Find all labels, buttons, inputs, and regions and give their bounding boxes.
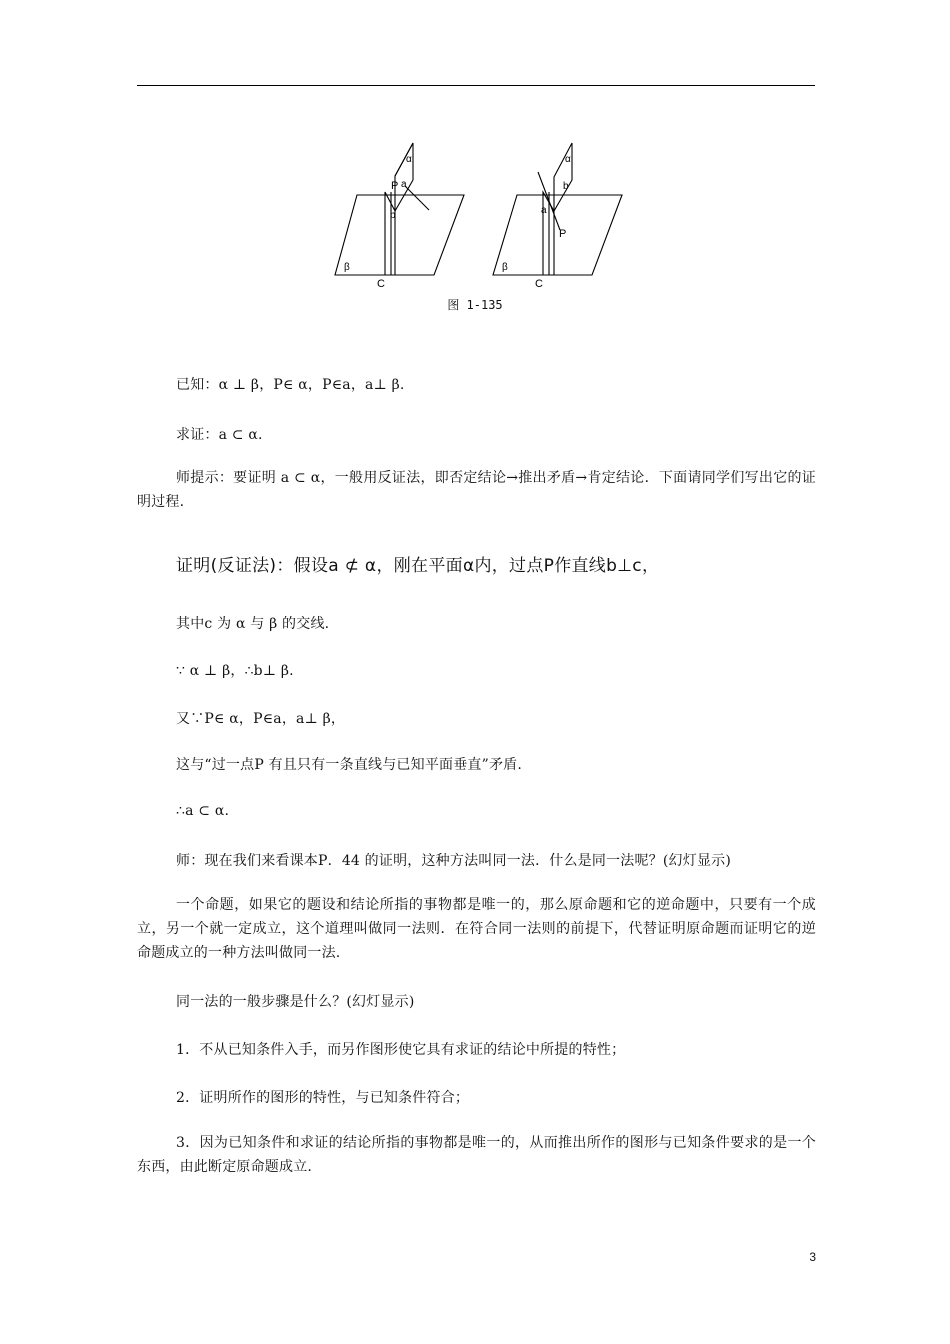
intersection-line: 其中c 为 α 与 β 的交线.: [176, 616, 330, 632]
figure-diagram: [320, 136, 640, 296]
label-C-left: C: [377, 278, 385, 290]
figure-caption: 图 1-135: [447, 298, 503, 312]
label-alpha-left: α: [406, 154, 412, 165]
step-1: 1．不从已知条件入手，而另作图形使它具有求证的结论中所提的特性；: [176, 1042, 626, 1058]
label-alpha-right: α: [565, 154, 571, 165]
label-b-left: b: [390, 210, 396, 221]
given-line: 已知：α ⊥ β，P∈ α，P∈a，a⊥ β.: [176, 377, 405, 393]
line-a-left: [405, 186, 429, 210]
label-P-left: P: [391, 180, 399, 192]
prove-line: 求证：a ⊂ α.: [176, 427, 263, 443]
label-beta-left: β: [344, 262, 350, 273]
hint-paragraph: 师提示：要证明 a ⊂ α，一般用反证法，即否定结论→推出矛盾→肯定结论．下面请同学们写出它的证明过程.: [137, 470, 816, 510]
teacher-line: 师：现在我们来看课本P．44 的证明，这种方法叫同一法．什么是同一法呢？(幻灯显示): [176, 853, 732, 869]
label-a-right: a: [541, 205, 547, 216]
page-number: 3: [809, 1250, 816, 1264]
label-C-right: C: [535, 278, 543, 290]
contradiction-line: 这与“过一点P 有且只有一条直线与已知平面垂直”矛盾.: [176, 757, 523, 773]
step-3: 3．因为已知条件和求证的结论所指的事物都是唯一的，从而推出所作的图形与已知条件要求的是一个东西，由此断定原命题成立.: [137, 1135, 816, 1175]
definition-paragraph: 一个命题，如果它的题设和结论所指的事物都是唯一的，那么原命题和它的逆命题中，只要有一个成立，另一个就一定成立，这个道理叫做同一法则．在符合同一法则的前提下，代替证明原命题而证明它的逆命题成立的一种方法叫做同一法.: [137, 897, 816, 961]
plane-beta-right: [493, 195, 622, 275]
because-line-1: ∵ α ⊥ β，∴b⊥ β.: [176, 663, 294, 679]
proof-heading: 证明(反证法)：假设a ⊄ α，刚在平面α内，过点P作直线b⊥c，: [176, 556, 660, 576]
because-line-2: 又∵P∈ α，P∈a，a⊥ β，: [176, 711, 346, 727]
figure-1-135: [320, 136, 640, 296]
label-P-right: P: [559, 228, 567, 240]
label-beta-right: β: [502, 262, 508, 273]
plane-beta-left: [335, 195, 464, 275]
label-b-right: b: [563, 181, 569, 192]
therefore-line: ∴a ⊂ α.: [176, 803, 230, 819]
header-rule: [137, 85, 815, 86]
step-2: 2．证明所作的图形的特性，与已知条件符合；: [176, 1090, 470, 1106]
steps-question: 同一法的一般步骤是什么？(幻灯显示): [176, 994, 415, 1010]
label-a-left: a: [401, 179, 407, 190]
